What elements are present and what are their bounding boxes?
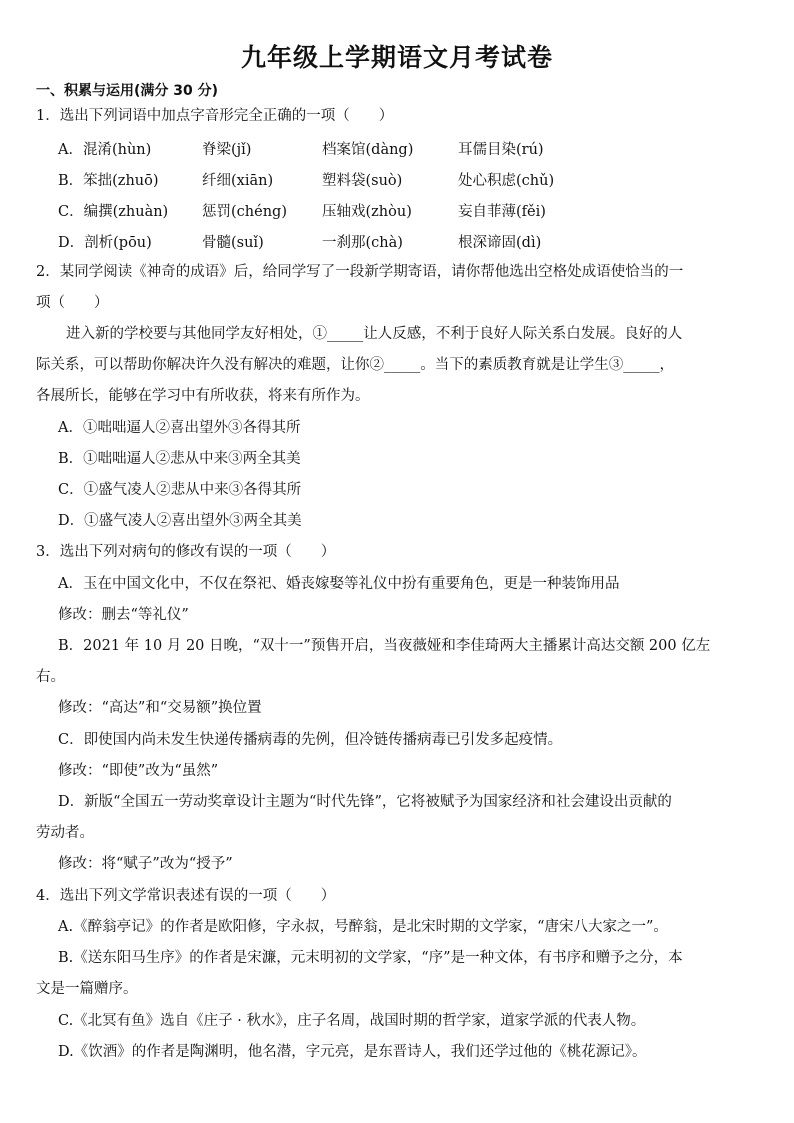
- page-title: 九年级上学期语文月考试卷: [240, 43, 553, 72]
- question-2-option-b: B．①咄咄逼人②悲从中来③两全其美: [58, 451, 301, 467]
- question-2-stem-cont: 项（ ）: [36, 295, 109, 311]
- question-3-option-c: C．即使国内尚未发生快递传播病毒的先例，但冷链传播病毒已引发多起疫情。: [58, 732, 563, 748]
- option-cell: 惩罚(chéng): [202, 204, 287, 220]
- question-3-fix-d: 修改：将“赋子”改为“授予”: [58, 856, 233, 872]
- option-cell: 档案馆(dàng): [322, 142, 414, 158]
- question-3-stem: 3．选出下列对病句的修改有误的一项（ ）: [36, 544, 336, 560]
- question-4-option-b: B.《送东阳马生序》的作者是宋濂，元末明初的文学家，“序”是一种文体，有书序和赠予之分，本: [58, 950, 683, 966]
- question-3-option-d-cont: 劳动者。: [36, 825, 94, 841]
- option-cell: 纤细(xiān): [202, 173, 274, 189]
- question-3-fix-a: 修改：删去“等礼仪”: [58, 607, 189, 623]
- option-cell: 处心积虑(chǔ): [458, 173, 555, 189]
- question-4-option-b-cont: 文是一篇赠序。: [36, 981, 138, 997]
- question-4-option-d: D.《饮酒》的作者是陶渊明，他名潜，字元亮，是东晋诗人，我们还学过他的《桃花源记》。: [58, 1044, 647, 1060]
- section-heading: 一、积累与运用(满分 30 分): [36, 83, 219, 99]
- option-cell: 压轴戏(zhòu): [322, 204, 412, 220]
- question-3-fix-b: 修改：“高达”和“交易额”换位置: [58, 700, 262, 716]
- option-cell: 一刹那(chà): [322, 235, 403, 251]
- question-3-option-b-cont: 右。: [36, 669, 65, 685]
- question-3-option-a: A．玉在中国文化中，不仅在祭祀、婚丧嫁娶等礼仪中扮有重要角色，更是一种装饰用品: [58, 576, 620, 592]
- question-2-passage: 际关系，可以帮助你解决许久没有解决的难题，让你②_____。当下的素质教育就是让学生③_____，: [36, 357, 674, 373]
- question-2-stem: 2．某同学阅读《神奇的成语》后，给同学写了一段新学期寄语，请你帮他选出空格处成语使恰当的一: [36, 264, 684, 280]
- option-cell: C．编撰(zhuàn): [58, 204, 169, 220]
- question-3-option-d: D．新版“全国五一劳动奖章设计主题为“时代先锋”，它将被赋予为国家经济和社会建设出贡献的: [58, 794, 672, 810]
- option-cell: 骨髓(suǐ): [202, 235, 264, 251]
- question-2-option-d: D．①盛气凌人②喜出望外③两全其美: [58, 513, 302, 529]
- question-4-stem: 4．选出下列文学常识表述有误的一项（ ）: [36, 888, 336, 904]
- option-cell: B．笨拙(zhuō): [58, 173, 159, 189]
- question-3-fix-c: 修改：“即使”改为“虽然”: [58, 763, 219, 779]
- option-cell: 妄自菲薄(fěi): [458, 204, 546, 220]
- option-cell: 塑料袋(suò): [322, 173, 403, 189]
- option-cell: D．剖析(pōu): [58, 235, 152, 251]
- question-3-option-b: B．2021 年 10 月 20 日晚，“双十一”预售开启，当夜薇娅和李佳琦两大主播累计高达交额 200 亿左: [58, 638, 711, 654]
- question-2-passage: 进入新的学校要与其他同学友好相处，①_____让人反感，不利于良好人际关系白发展。良好的人: [66, 326, 683, 342]
- question-4-option-a: A.《醉翁亭记》的作者是欧阳修，字永叔，号醉翁，是北宋时期的文学家，“唐宋八大家之一”。: [58, 919, 668, 935]
- option-cell: 根深谛固(dì): [458, 235, 542, 251]
- option-cell: A．混淆(hùn): [58, 142, 152, 158]
- question-1-stem: 1．选出下列词语中加点字音形完全正确的一项（ ）: [36, 108, 394, 124]
- question-2-option-c: C．①盛气凌人②悲从中来③各得其所: [58, 482, 302, 498]
- option-cell: 耳儒目染(rú): [458, 142, 544, 158]
- question-2-passage: 各展所长，能够在学习中有所收获，将来有所作为。: [36, 388, 370, 404]
- question-2-option-a: A．①咄咄逼人②喜出望外③各得其所: [58, 420, 301, 436]
- question-4-option-c: C.《北冥有鱼》选自《庄子 · 秋水》，庄子名周，战国时期的哲学家，道家学派的代表人物。: [58, 1013, 646, 1029]
- option-cell: 脊梁(jǐ): [202, 142, 252, 158]
